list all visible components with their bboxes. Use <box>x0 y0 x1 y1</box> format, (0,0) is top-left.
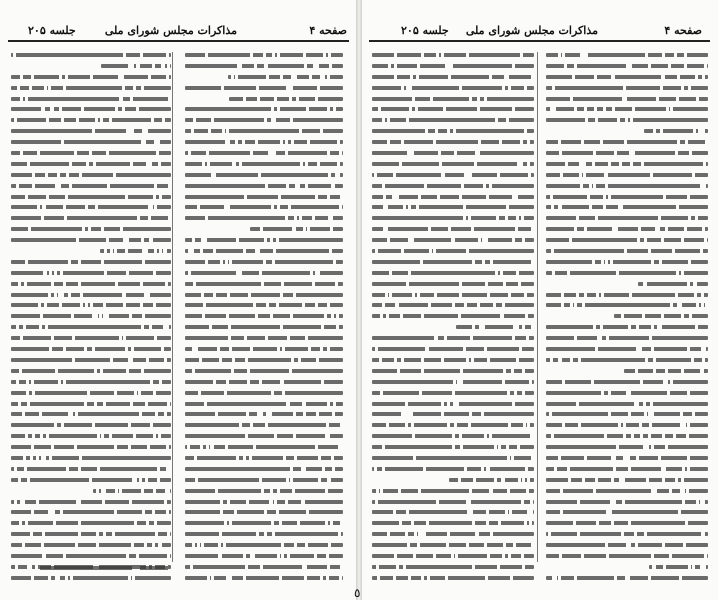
text-line <box>11 475 171 485</box>
text-line <box>372 453 534 463</box>
text-line <box>11 497 171 507</box>
text-line <box>11 344 171 354</box>
text-line <box>372 83 534 93</box>
text-line <box>185 104 343 114</box>
text-line <box>11 104 171 114</box>
text-line <box>11 83 171 93</box>
text-line <box>185 431 343 441</box>
text-line <box>11 431 171 441</box>
text-line <box>372 529 534 539</box>
text-line <box>185 257 343 267</box>
text-line <box>546 72 708 82</box>
text-line <box>372 224 534 234</box>
text-line <box>185 224 343 234</box>
text-line <box>372 409 534 419</box>
text-line <box>185 453 343 463</box>
right-page <box>361 0 718 600</box>
text-line <box>546 268 708 278</box>
text-line <box>372 126 534 136</box>
text-line <box>372 497 534 507</box>
text-line <box>11 507 171 517</box>
text-line <box>546 104 708 114</box>
text-line <box>372 540 534 550</box>
text-line <box>185 202 343 212</box>
text-line <box>372 61 534 71</box>
text-line <box>372 388 534 398</box>
right-page-column-right <box>546 50 708 585</box>
text-line <box>11 573 171 583</box>
text-line <box>11 246 171 256</box>
text-line <box>11 148 171 158</box>
text-line <box>546 279 708 289</box>
text-line <box>372 170 534 180</box>
text-line <box>185 507 343 517</box>
right-page-header <box>369 22 710 42</box>
text-line <box>546 181 708 191</box>
text-line <box>185 181 343 191</box>
text-line <box>11 355 171 365</box>
text-line <box>185 399 343 409</box>
text-line <box>372 311 534 321</box>
right-page-column-divider <box>537 52 538 562</box>
text-line <box>546 431 708 441</box>
text-line <box>372 137 534 147</box>
text-line <box>185 72 343 82</box>
text-line <box>372 104 534 114</box>
text-line <box>546 224 708 234</box>
right-page-title: مذاکرات مجلس شورای ملی <box>465 24 598 37</box>
text-line <box>11 61 171 71</box>
text-line <box>185 420 343 430</box>
text-line <box>372 148 534 158</box>
text-line <box>546 486 708 496</box>
text-line <box>372 507 534 517</box>
text-line <box>546 83 708 93</box>
text-line <box>546 420 708 430</box>
text-line <box>11 551 171 561</box>
text-line <box>185 279 343 289</box>
text-line <box>11 137 171 147</box>
text-line <box>11 279 171 289</box>
text-line <box>11 170 171 180</box>
text-line <box>372 333 534 343</box>
right-header-rule <box>369 40 710 42</box>
text-line <box>185 540 343 550</box>
text-line <box>185 213 343 223</box>
left-page-column-left <box>11 50 171 585</box>
text-line <box>372 562 534 572</box>
text-line <box>11 399 171 409</box>
text-line <box>11 224 171 234</box>
text-line <box>372 551 534 561</box>
text-line <box>185 377 343 387</box>
text-line <box>372 290 534 300</box>
gutter-mark: ٥ <box>354 586 361 600</box>
text-line <box>11 192 171 202</box>
left-page-header <box>8 22 349 42</box>
text-line <box>546 355 708 365</box>
left-page-session: جلسه ۲۰۵ <box>28 24 76 37</box>
text-line <box>11 377 171 387</box>
text-line <box>546 115 708 125</box>
text-line <box>546 377 708 387</box>
text-line <box>546 497 708 507</box>
text-line <box>11 311 171 321</box>
text-line <box>546 388 708 398</box>
text-line <box>546 170 708 180</box>
text-line <box>546 290 708 300</box>
text-line <box>11 159 171 169</box>
text-line <box>546 148 708 158</box>
text-line <box>372 246 534 256</box>
text-line <box>11 366 171 376</box>
text-line <box>11 486 171 496</box>
text-line <box>185 486 343 496</box>
text-line <box>11 50 171 60</box>
text-line <box>372 366 534 376</box>
text-line <box>11 290 171 300</box>
text-line <box>546 551 708 561</box>
text-line <box>185 268 343 278</box>
text-line <box>546 409 708 419</box>
text-line <box>185 366 343 376</box>
text-line <box>185 192 343 202</box>
text-line <box>11 442 171 452</box>
text-line <box>185 246 343 256</box>
right-page-number: صفحه ۴ <box>664 24 702 37</box>
text-line <box>546 311 708 321</box>
text-line <box>546 126 708 136</box>
text-line <box>372 442 534 452</box>
text-line <box>372 94 534 104</box>
text-line <box>546 235 708 245</box>
left-page-footnote <box>40 566 170 572</box>
text-line <box>185 83 343 93</box>
text-line <box>185 159 343 169</box>
text-line <box>185 497 343 507</box>
text-line <box>185 126 343 136</box>
text-line <box>11 322 171 332</box>
text-line <box>372 573 534 583</box>
text-line <box>185 551 343 561</box>
text-line <box>11 518 171 528</box>
text-line <box>185 235 343 245</box>
text-line <box>546 344 708 354</box>
text-line <box>185 137 343 147</box>
text-line <box>372 235 534 245</box>
text-line <box>185 464 343 474</box>
text-line <box>372 486 534 496</box>
text-line <box>372 50 534 60</box>
text-line <box>546 366 708 376</box>
text-line <box>546 159 708 169</box>
text-line <box>546 192 708 202</box>
text-line <box>546 507 708 517</box>
text-line <box>546 453 708 463</box>
text-line <box>11 388 171 398</box>
text-line <box>372 464 534 474</box>
text-line <box>185 115 343 125</box>
text-line <box>11 453 171 463</box>
text-line <box>185 333 343 343</box>
text-line <box>546 540 708 550</box>
text-line <box>546 475 708 485</box>
text-line <box>372 300 534 310</box>
text-line <box>185 475 343 485</box>
left-page <box>0 0 357 600</box>
text-line <box>546 573 708 583</box>
text-line <box>546 322 708 332</box>
text-line <box>546 333 708 343</box>
text-line <box>546 529 708 539</box>
text-line <box>372 202 534 212</box>
text-line <box>11 115 171 125</box>
left-page-number: صفحه ۴ <box>309 24 347 37</box>
text-line <box>372 399 534 409</box>
text-line <box>185 573 343 583</box>
left-page-title: مذاکرات مجلس شورای ملی <box>104 24 237 37</box>
text-line <box>372 213 534 223</box>
text-line <box>11 333 171 343</box>
right-page-column-left <box>372 50 534 585</box>
text-line <box>546 213 708 223</box>
text-line <box>185 344 343 354</box>
text-line <box>11 420 171 430</box>
text-line <box>372 355 534 365</box>
text-line <box>372 377 534 387</box>
text-line <box>372 279 534 289</box>
text-line <box>185 409 343 419</box>
text-line <box>372 431 534 441</box>
right-page-session: جلسه ۲۰۵ <box>401 24 449 37</box>
text-line <box>11 540 171 550</box>
text-line <box>546 562 708 572</box>
text-line <box>372 475 534 485</box>
text-line <box>546 94 708 104</box>
text-line <box>372 192 534 202</box>
text-line <box>11 181 171 191</box>
text-line <box>546 300 708 310</box>
text-line <box>11 268 171 278</box>
text-line <box>372 181 534 191</box>
text-line <box>11 213 171 223</box>
text-line <box>185 442 343 452</box>
text-line <box>185 529 343 539</box>
text-line <box>546 246 708 256</box>
text-line <box>11 126 171 136</box>
text-line <box>185 170 343 180</box>
text-line <box>11 72 171 82</box>
text-line <box>372 420 534 430</box>
text-line <box>185 322 343 332</box>
text-line <box>185 50 343 60</box>
text-line <box>185 61 343 71</box>
left-page-column-divider <box>172 52 173 562</box>
left-header-rule <box>8 40 349 42</box>
text-line <box>185 94 343 104</box>
text-line <box>546 137 708 147</box>
text-line <box>11 529 171 539</box>
text-line <box>185 290 343 300</box>
text-line <box>546 257 708 267</box>
text-line <box>185 388 343 398</box>
text-line <box>11 94 171 104</box>
text-line <box>546 464 708 474</box>
text-line <box>546 61 708 71</box>
text-line <box>372 159 534 169</box>
text-line <box>372 268 534 278</box>
left-page-column-right <box>185 50 343 585</box>
text-line <box>11 464 171 474</box>
text-line <box>372 115 534 125</box>
text-line <box>185 518 343 528</box>
text-line <box>372 518 534 528</box>
text-line <box>185 562 343 572</box>
text-line <box>546 399 708 409</box>
text-line <box>372 344 534 354</box>
text-line <box>11 202 171 212</box>
text-line <box>372 322 534 332</box>
text-line <box>185 300 343 310</box>
text-line <box>372 257 534 267</box>
text-line <box>11 409 171 419</box>
text-line <box>546 202 708 212</box>
text-line <box>372 72 534 82</box>
text-line <box>185 148 343 158</box>
text-line <box>11 300 171 310</box>
text-line <box>185 311 343 321</box>
text-line <box>546 50 708 60</box>
text-line <box>546 442 708 452</box>
text-line <box>185 355 343 365</box>
text-line <box>11 235 171 245</box>
text-line <box>11 257 171 267</box>
text-line <box>546 518 708 528</box>
